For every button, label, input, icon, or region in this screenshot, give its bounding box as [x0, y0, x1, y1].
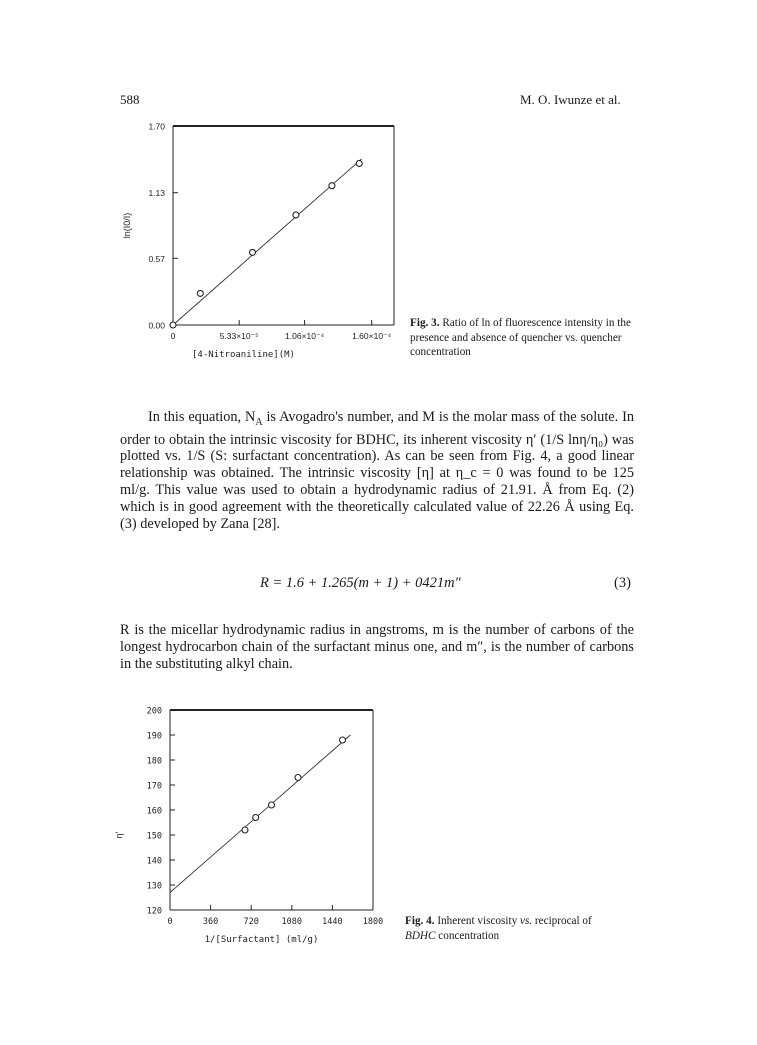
- body-paragraph-2: R is the micellar hydrodynamic radius in angstroms, m is the number of carbons of the longest hydrocarbon chain of the surfactant minus one, and m″, is the number of carbons in the substituting alkyl chain.: [120, 622, 634, 672]
- data-point: [329, 183, 335, 189]
- y-tick-label: 120: [146, 906, 162, 917]
- y-tick-label: 130: [146, 881, 162, 892]
- y-tick-label: 0.00: [148, 320, 165, 331]
- data-point: [356, 160, 362, 166]
- x-tick-label: 1440: [322, 917, 343, 927]
- body-paragraph-1: [120, 409, 634, 532]
- y-tick-label: 170: [146, 781, 162, 792]
- y-tick-label: 140: [146, 856, 162, 867]
- figure-4-chart: [108, 702, 408, 952]
- x-axis-label: 1/[Surfactant] (ml/g): [204, 935, 319, 945]
- paragraph-1-text: In this equation, $N_A$ is Avogadro's number, and M is the molar mass of the solute. In order to obtain the intrinsic viscosity for BDHC, its inherent viscosity η′ (1/S lnη/η₀) was plotted vs. 1/S (S: surfactant concentration). As can be seen from Fig. 4, a good linear relationship was obtained. The intrinsic viscosity [η] at η_c = 0 was found to be 125 ml/g. This value was used to obtain a hydrodynamic radius of 21.91. Å from Eq. (2) which is in good agreement with the theoretically calculated value of 22.26 Å using Eq. (3) developed by Zana [28].: [120, 409, 634, 532]
- data-point: [170, 322, 176, 328]
- y-tick-label: 0.57: [148, 253, 165, 264]
- x-tick-label: 0: [170, 331, 176, 341]
- y-tick-label: 1.13: [148, 188, 165, 199]
- x-tick-label: 1.60×10⁻⁴: [352, 331, 392, 341]
- x-tick-label: 5.33×10⁻⁵: [219, 331, 259, 341]
- data-point: [340, 737, 346, 743]
- data-point: [295, 775, 301, 781]
- y-tick-label: 200: [146, 706, 162, 717]
- x-axis-label: [4-Nitroaniline](M): [192, 350, 295, 360]
- y-axis-label: ln(I0/I): [122, 212, 132, 239]
- data-point: [249, 249, 255, 255]
- figure-3-caption: [410, 316, 640, 360]
- page-number: 588: [120, 92, 140, 107]
- x-tick-label: 360: [202, 917, 219, 927]
- figure-4-caption: Fig. 4. Inherent viscosity vs. reciprocal of BDHC concentration: [405, 915, 592, 942]
- y-tick-label: 150: [146, 831, 162, 842]
- data-point: [253, 815, 259, 821]
- figure-3-caption-text: Ratio of ln of fluorescence intensity in the presence and absence of quencher vs. quencher concentration: [410, 317, 631, 358]
- y-tick-label: 190: [146, 731, 162, 742]
- data-point: [197, 290, 203, 296]
- y-tick-label: 1.70: [148, 121, 165, 132]
- data-point: [269, 802, 275, 808]
- figure-4-caption-label: Fig. 4.: [405, 915, 435, 927]
- x-tick-label: 1800: [362, 917, 384, 927]
- figure-3-caption-label: Fig. 3.: [410, 317, 440, 329]
- x-tick-label: 0: [167, 917, 173, 927]
- equation-3-number: (3): [614, 575, 631, 591]
- equation-3: R = 1.6 + 1.265(m + 1) + 0421m″: [260, 575, 461, 591]
- y-tick-label: 180: [146, 756, 162, 767]
- x-tick-label: 720: [243, 917, 259, 927]
- y-tick-label: 160: [146, 806, 162, 817]
- data-point: [242, 827, 248, 833]
- data-point: [293, 212, 299, 218]
- x-tick-label: 1080: [281, 917, 303, 927]
- running-head-authors: M. O. Iwunze et al.: [520, 92, 621, 107]
- fit-line: [170, 735, 350, 893]
- y-axis-label: η′: [114, 831, 124, 839]
- x-tick-label: 1.06×10⁻⁴: [285, 331, 325, 341]
- figure-3-chart: [108, 112, 408, 372]
